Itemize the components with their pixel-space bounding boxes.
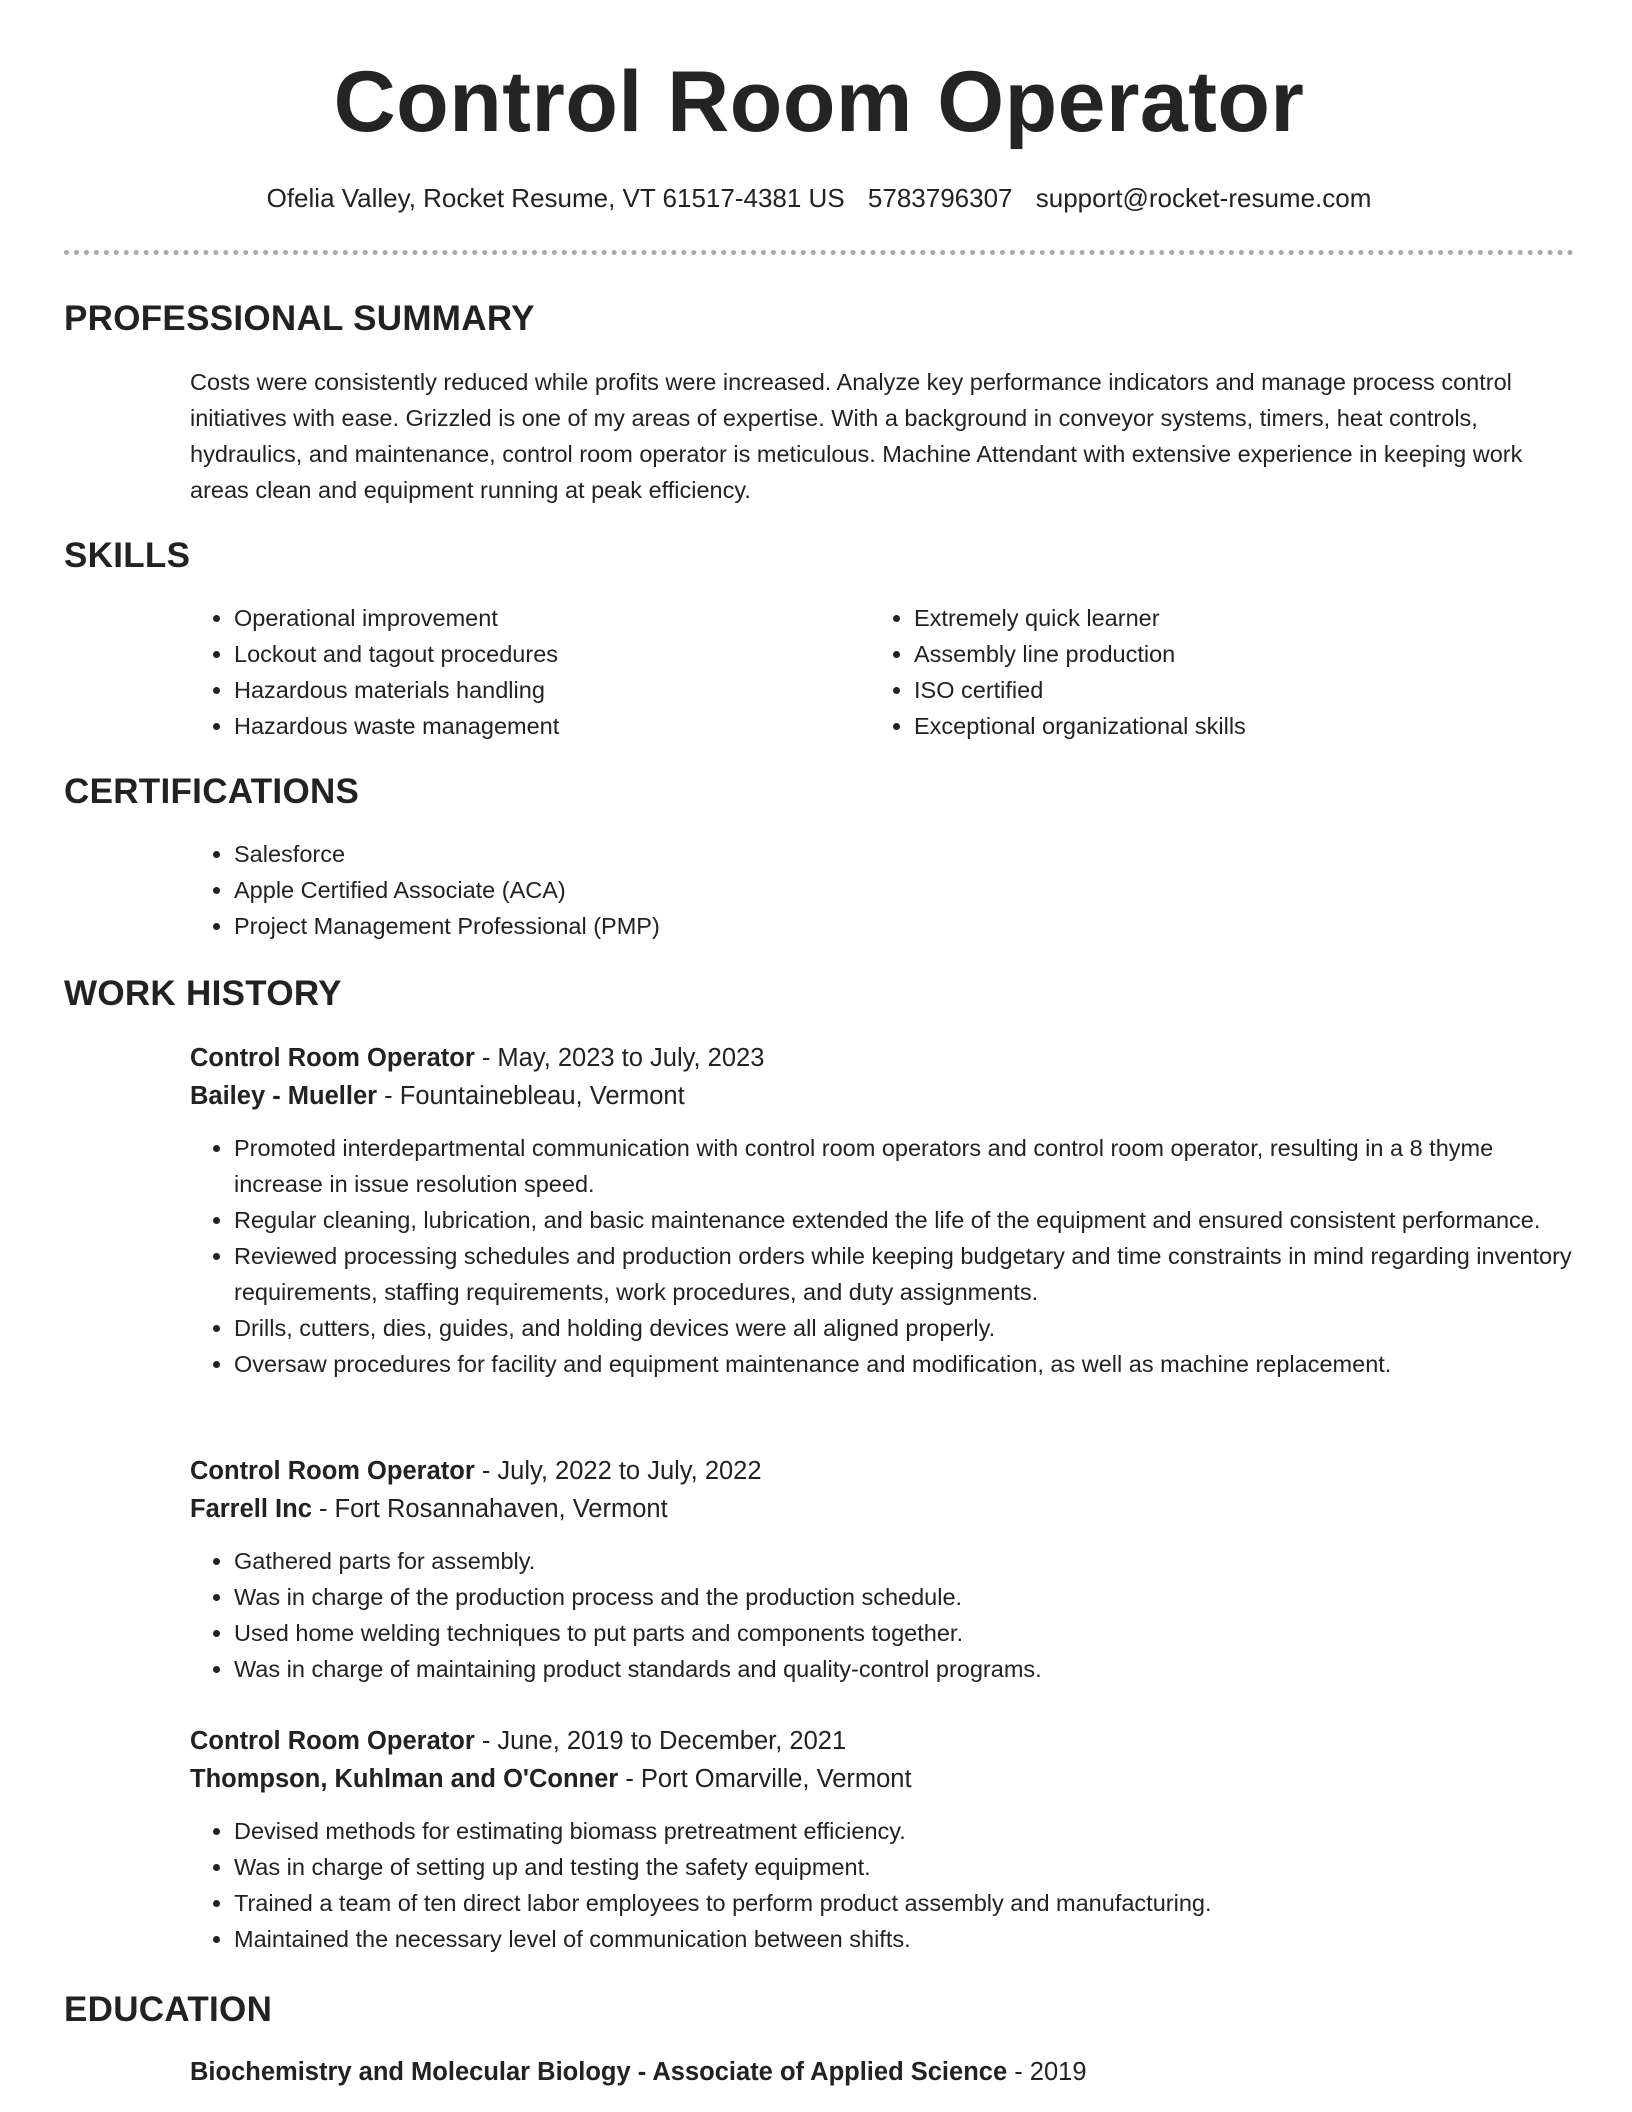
skill-item: • Hazardous materials handling — [234, 672, 870, 708]
company-name: Farrell Inc — [190, 1495, 312, 1523]
job-bullet: • Was in charge of setting up and testing the safety equipment. — [234, 1849, 1580, 1885]
job-role: Control Room Operator — [190, 1457, 475, 1485]
company-line — [190, 1760, 1580, 1798]
certification-item: • Salesforce — [234, 836, 1580, 872]
certifications-list — [190, 836, 1580, 944]
skill-item: • Hazardous waste management — [234, 708, 870, 744]
contact-line — [64, 180, 1574, 216]
skill-item: • Operational improvement — [234, 600, 870, 636]
job-bullet: • Used home welding techniques to put parts and components together. — [234, 1615, 1580, 1651]
company-location: - Port Omarville, Vermont — [618, 1765, 912, 1793]
job-entry — [190, 1722, 1580, 1798]
job-entry — [190, 1039, 1580, 1115]
company-line — [190, 1490, 1580, 1528]
job-bullet: • Reviewed processing schedules and production orders while keeping budgetary and time constraints in mind regarding inventory requirements, staffing requirements, work procedures, and duty assignments. — [234, 1238, 1580, 1310]
skills-column-right — [870, 600, 1550, 744]
company-name: Thompson, Kuhlman and O'Conner — [190, 1765, 619, 1793]
skill-item: • ISO certified — [914, 672, 1550, 708]
job-bullet: • Maintained the necessary level of communication between shifts. — [234, 1921, 1580, 1957]
job-bullet: • Was in charge of maintaining product standards and quality-control programs. — [234, 1651, 1580, 1687]
company-location: - Fountainebleau, Vermont — [377, 1082, 685, 1110]
company-name: Bailey - Mueller — [190, 1082, 378, 1110]
section-title-work-history: WORK HISTORY — [64, 974, 342, 1013]
company-line — [190, 1077, 1580, 1115]
job-role: Control Room Operator — [190, 1727, 475, 1755]
job-title-line — [190, 1722, 1580, 1760]
skills-list — [190, 600, 1580, 744]
job-bullets — [190, 1813, 1580, 1957]
job-bullet: • Trained a team of ten direct labor employees to perform product assembly and manufacturing. — [234, 1885, 1580, 1921]
job-bullet: • Promoted interdepartmental communication with control room operators and control room operator, resulting in a 8 thyme increase in issue resolution speed. — [234, 1130, 1580, 1202]
job-bullet: • Oversaw procedures for facility and equipment maintenance and modification, as well as machine replacement. — [234, 1346, 1580, 1382]
job-bullets — [190, 1543, 1580, 1687]
job-bullet: • Gathered parts for assembly. — [234, 1543, 1580, 1579]
job-bullets — [190, 1130, 1580, 1382]
job-bullet: • Devised methods for estimating biomass pretreatment efficiency. — [234, 1813, 1580, 1849]
job-entry — [190, 1452, 1580, 1528]
job-role: Control Room Operator — [190, 1044, 475, 1072]
skill-item: • Exceptional organizational skills — [914, 708, 1550, 744]
email-link[interactable]: support@rocket-resume.com — [1035, 183, 1372, 213]
header-divider — [64, 250, 1574, 255]
company-location: - Fort Rosannahaven, Vermont — [311, 1495, 668, 1523]
section-title-skills: SKILLS — [64, 536, 191, 575]
job-dates: - June, 2019 to December, 2021 — [474, 1727, 847, 1755]
skill-item: • Assembly line production — [914, 636, 1550, 672]
section-title-certifications: CERTIFICATIONS — [64, 772, 360, 811]
section-title-summary: PROFESSIONAL SUMMARY — [64, 299, 535, 338]
job-bullet: • Regular cleaning, lubrication, and basic maintenance extended the life of the equipment and ensured consistent performance. — [234, 1202, 1580, 1238]
phone: 5783796307 — [867, 183, 1013, 213]
job-dates: - May, 2023 to July, 2023 — [474, 1044, 765, 1072]
job-bullet: • Was in charge of the production process and the production schedule. — [234, 1579, 1580, 1615]
job-title-line — [190, 1452, 1580, 1490]
skills-column-left — [190, 600, 870, 744]
address: Ofelia Valley, Rocket Resume, VT 61517-4381 US — [266, 183, 845, 213]
certification-item: • Apple Certified Associate (ACA) — [234, 872, 1580, 908]
skill-item: • Lockout and tagout procedures — [234, 636, 870, 672]
job-title-line — [190, 1039, 1580, 1077]
summary-text: Costs were consistently reduced while profits were increased. Analyze key performance indicators and manage process control initiatives with ease. Grizzled is one of my areas of expertise. With a background in conveyor systems, timers, heat controls, hydraulics, and maintenance, control room operator is meticulous. Machine Attendant with extensive experience in keeping work areas clean and equipment running at peak efficiency. — [190, 369, 1523, 503]
education-degree: Biochemistry and Molecular Biology - Associate of Applied Science — [190, 2058, 1008, 2086]
skill-item: • Extremely quick learner — [914, 600, 1550, 636]
education-entry — [190, 2053, 1580, 2091]
job-bullet: • Drills, cutters, dies, guides, and holding devices were all aligned properly. — [234, 1310, 1580, 1346]
section-title-education: EDUCATION — [64, 1990, 273, 2029]
certification-item: • Project Management Professional (PMP) — [234, 908, 1580, 944]
education-year: - 2019 — [1007, 2058, 1087, 2086]
candidate-name: Control Room Operator — [333, 54, 1305, 150]
job-dates: - July, 2022 to July, 2022 — [474, 1457, 762, 1485]
